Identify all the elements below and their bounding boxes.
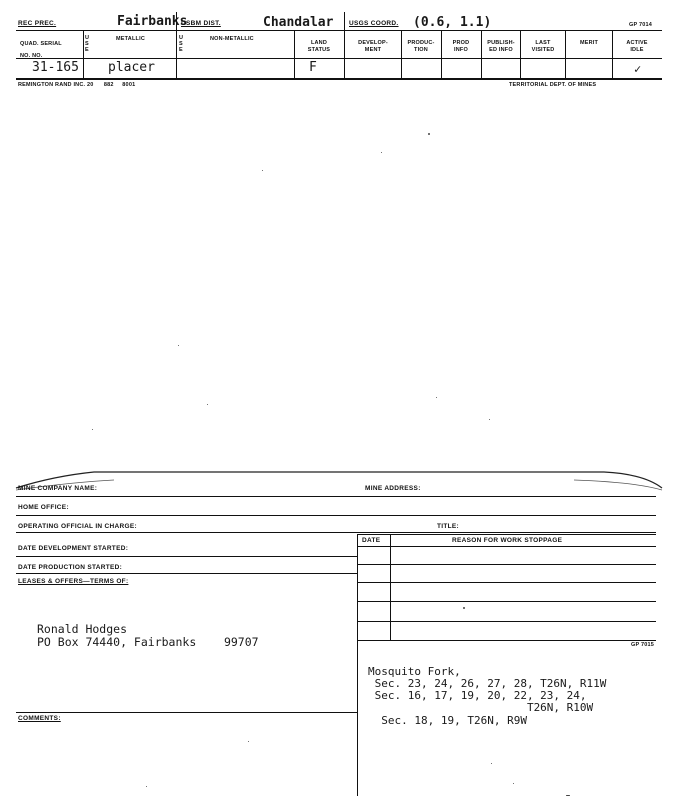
col-divider: [401, 30, 402, 78]
leases-offers-label: LEASES & OFFERS—TERMS OF:: [18, 578, 129, 585]
col-land-status: LAND STATUS: [307, 40, 331, 53]
rule: [357, 601, 656, 602]
rule: [16, 532, 656, 533]
speck: [566, 795, 570, 796]
speck: [262, 170, 263, 171]
home-office-label: HOME OFFICE:: [18, 504, 69, 511]
speck: [513, 783, 514, 784]
col-last-visited: LAST VISITED: [531, 40, 555, 53]
owner-address: PO Box 74440, Fairbanks: [37, 635, 197, 649]
owner-name: Ronald Hodges: [37, 622, 128, 636]
speck: [248, 741, 249, 742]
col-divider: [176, 12, 177, 78]
owner-block: [37, 623, 259, 649]
col-divider: [520, 30, 521, 78]
rec-prec-value: Fairbanks: [117, 14, 188, 29]
card-edge: [14, 446, 664, 492]
operating-official-label: OPERATING OFFICIAL IN CHARGE:: [18, 523, 137, 530]
col-development: DEVELOP- MENT: [358, 40, 388, 53]
speck: [207, 404, 208, 405]
col-divider: [481, 30, 482, 78]
usgs-coord-value: (0.6, 1.1): [413, 15, 492, 30]
col-production: PRODUC- TION: [407, 40, 435, 53]
mine-address-label: MINE ADDRESS:: [365, 485, 421, 492]
speck: [381, 152, 382, 153]
mine-company-name-label: MINE COMPANY NAME:: [18, 485, 98, 492]
speck: [489, 419, 490, 420]
col-published-info: PUBLISH- ED INFO: [487, 40, 515, 53]
col-quad-serial: QUAD. SERIAL NO. NO.: [20, 41, 62, 59]
usbm-dist-label: USBM DIST.: [181, 20, 221, 27]
col-divider: [565, 30, 566, 78]
speck: [92, 429, 93, 430]
col-divider: [390, 534, 391, 641]
location-line: Sec. 16, 17, 19, 20, 22, 23, 24,: [368, 689, 587, 702]
col-metallic: METALLIC: [116, 36, 145, 42]
metallic-value: placer: [108, 60, 155, 75]
location-line: Sec. 18, 19, T26N, R9W: [368, 714, 527, 727]
rec-prec-label: REC PREC.: [18, 20, 57, 27]
form-number-top: GP 7014: [629, 22, 653, 28]
quad-serial-value: 31-165: [32, 60, 79, 75]
speck: [436, 397, 437, 398]
rule: [357, 640, 656, 641]
date-production-label: DATE PRODUCTION STARTED:: [18, 564, 123, 571]
rule: [16, 496, 656, 497]
date-col-header: DATE: [362, 537, 381, 544]
col-divider: [357, 534, 358, 656]
rule: [357, 621, 656, 622]
col-merit: MERIT: [579, 40, 599, 46]
col-divider: [612, 30, 613, 78]
col-use-nonmetallic: U S E: [179, 35, 184, 53]
rule: [357, 546, 656, 547]
date-development-label: DATE DEVELOPMENT STARTED:: [18, 545, 129, 552]
rule: [357, 564, 656, 565]
rule: [16, 515, 656, 516]
col-divider: [357, 656, 358, 796]
col-divider: [344, 12, 345, 78]
usgs-coord-label: USGS COORD.: [349, 20, 399, 27]
owner-address-line: [37, 636, 259, 649]
speck: [491, 763, 492, 764]
speck: [178, 345, 179, 346]
speck: [463, 607, 465, 609]
owner-zip: 99707: [223, 635, 259, 649]
location-block: [368, 666, 606, 728]
location-line: Mosquito Fork,: [368, 665, 461, 678]
col-divider: [441, 30, 442, 78]
land-status-value: F: [309, 60, 317, 75]
printer-credit: REMINGTON RAND INC. 20 882 8001: [18, 82, 136, 88]
col-nonmetallic: NON-METALLIC: [210, 36, 254, 42]
active-idle-mark: ✓: [634, 62, 642, 76]
speck: [146, 786, 147, 787]
comments-label: COMMENTS:: [18, 715, 61, 722]
form-number-bottom: GP 7015: [631, 642, 655, 648]
location-line: T26N, R10W: [368, 701, 594, 714]
rule: [357, 534, 656, 535]
rule: [16, 556, 357, 557]
rule: [357, 582, 656, 583]
speck: [428, 133, 430, 135]
col-divider: [83, 30, 84, 78]
col-divider: [294, 30, 295, 78]
reason-col-header: REASON FOR WORK STOPPAGE: [452, 537, 563, 544]
agency-credit: TERRITORIAL DEPT. OF MINES: [509, 82, 597, 88]
title-label: TITLE:: [437, 523, 460, 530]
col-use-metallic: U S E: [85, 35, 90, 53]
rule: [16, 573, 357, 574]
col-active-idle: ACTIVE IDLE: [626, 40, 648, 53]
col-prod-info: PROD INFO: [452, 40, 470, 53]
usbm-dist-value: Chandalar: [263, 15, 334, 30]
row-bottom-rule: [16, 78, 662, 80]
rule: [16, 712, 357, 713]
location-line: Sec. 23, 24, 26, 27, 28, T26N, R11W: [368, 677, 607, 690]
